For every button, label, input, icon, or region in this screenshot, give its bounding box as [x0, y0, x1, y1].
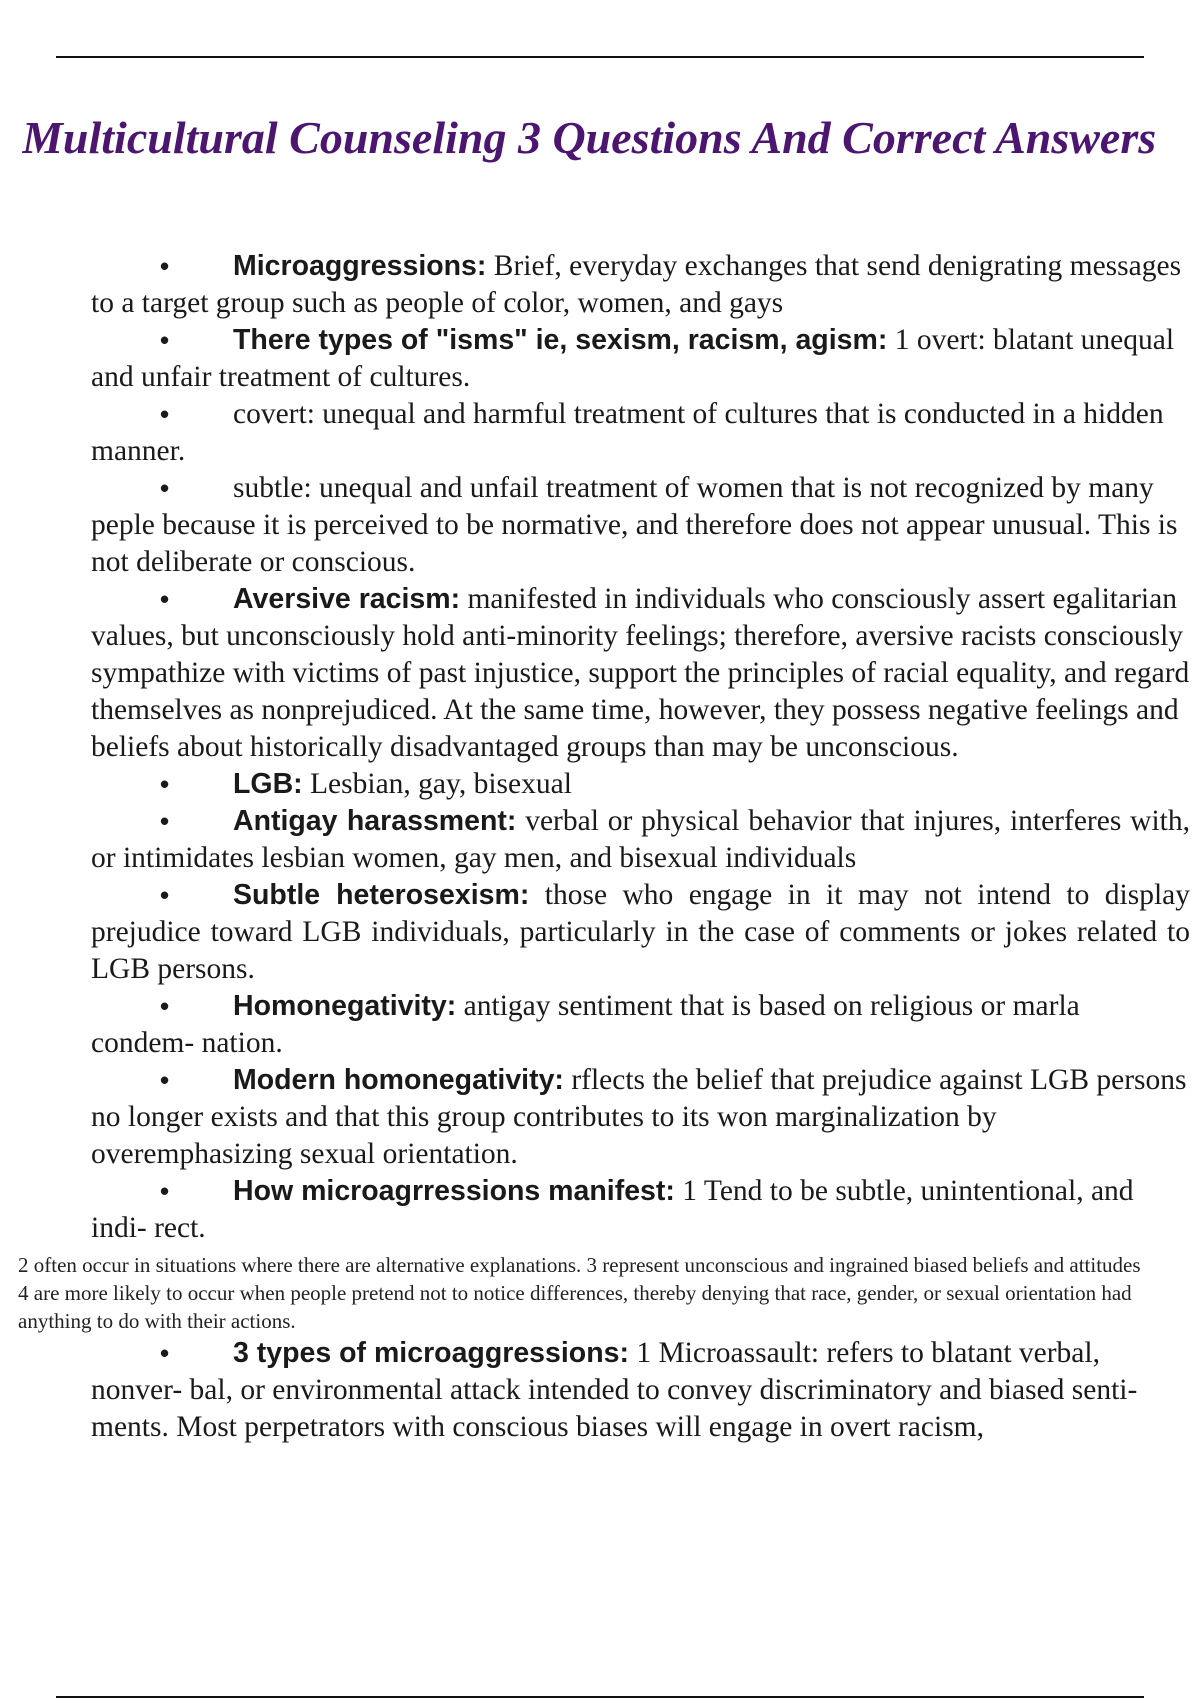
definition: verbal or physical behavior that injures, interferes with, or intimidates lesbian women, gay men, and bisexual individuals [91, 805, 1190, 874]
term: Modern homonegativity: [233, 1064, 564, 1096]
definition: those who engage in it may not intend to display prejudice toward LGB individuals, particularly in the case of comments or jokes related to LGB persons. [91, 879, 1191, 985]
top-rule [56, 56, 1144, 58]
definition: rflects the belief that prejudice against LGB persons no longer exists and that this group contributes to its won marginalization by overemphasizing sexual orientation. [91, 1064, 1187, 1170]
list-item [0, 766, 1200, 803]
bullet-icon: • [160, 325, 170, 355]
page-title: Multicultural Counseling 3 Questions And Correct Answers [22, 112, 1157, 163]
bullet-icon: • [160, 880, 170, 910]
term: Homonegativity: [233, 990, 457, 1022]
bullet-icon: • [160, 584, 170, 614]
term: There types of "isms" ie, sexism, racism, agism: [233, 324, 888, 356]
bullet-icon: • [160, 473, 170, 503]
term: 3 types of microaggressions: [233, 1337, 629, 1369]
bullet-icon: • [160, 399, 170, 429]
term: Antigay harassment: [233, 805, 517, 837]
list-item [0, 581, 1200, 766]
document-body [0, 248, 1200, 1446]
bullet-icon: • [160, 1176, 170, 1206]
definition: 1 Microassault: refers to blatant verbal, nonver- bal, or environmental attack intended to convey discriminatory and biased senti- ments. Most perpetrators with conscious biases will engage in overt racism, [91, 1337, 1138, 1443]
term: Aversive racism: [233, 583, 461, 615]
definition: manifested in individuals who consciously assert egalitarian values, but unconsciously hold anti-minority feelings; therefore, aversive racists consciously sympathize with victims of past injustice, support the principles of racial equality, and regard themselves as nonprejudiced. At the same time, however, they possess negative feelings and beliefs about historically disadvantaged groups than may be unconscious. [91, 583, 1190, 763]
note-paragraph: 4 are more likely to occur when people pretend not to notice differences, thereby denying that race, gender, or sexual orientation had anything to do with their actions. [18, 1281, 1132, 1333]
term: Microaggressions: [233, 250, 487, 282]
definition: covert: unequal and harmful treatment of cultures that is conducted in a hidden manner. [91, 398, 1164, 467]
bullet-icon: • [160, 1338, 170, 1368]
definition: 1 Tend to be subtle, unintentional, and indi- rect. [91, 1175, 1134, 1244]
definition: antigay sentiment that is based on religious or marla condem- nation. [91, 990, 1080, 1059]
bullet-icon: • [160, 991, 170, 1021]
definition: Lesbian, gay, bisexual [310, 768, 572, 800]
definition: subtle: unequal and unfail treatment of women that is not recognized by many peple because it is perceived to be normative, and therefore does not appear unusual. This is not deliberate or conscious. [91, 472, 1178, 578]
list-item [0, 1335, 1200, 1446]
definition: Brief, everyday exchanges that send denigrating messages to a target group such as people of color, women, and gays [91, 250, 1182, 319]
list-item [0, 988, 1200, 1062]
list-item [0, 877, 1200, 988]
term: LGB: [233, 768, 303, 800]
list-item [0, 248, 1200, 322]
bullet-icon: • [160, 769, 170, 799]
list-item [0, 396, 1200, 470]
list-item [0, 803, 1200, 877]
note-paragraph: 2 often occur in situations where there are alternative explanations. 3 represent unconscious and ingrained biased beliefs and attitudes [18, 1253, 1141, 1277]
list-item [0, 322, 1200, 396]
bullet-icon: • [160, 251, 170, 281]
term: Subtle heterosexism: [233, 879, 530, 911]
term: How microagrressions manifest: [233, 1175, 675, 1207]
list-item [0, 1062, 1200, 1173]
definition: 1 overt: blatant unequal and unfair treatment of cultures. [91, 324, 1175, 393]
bullet-icon: • [160, 1065, 170, 1095]
bullet-icon: • [160, 806, 170, 836]
list-item [0, 1173, 1200, 1247]
list-item [0, 470, 1200, 581]
bottom-rule [56, 1696, 1144, 1698]
